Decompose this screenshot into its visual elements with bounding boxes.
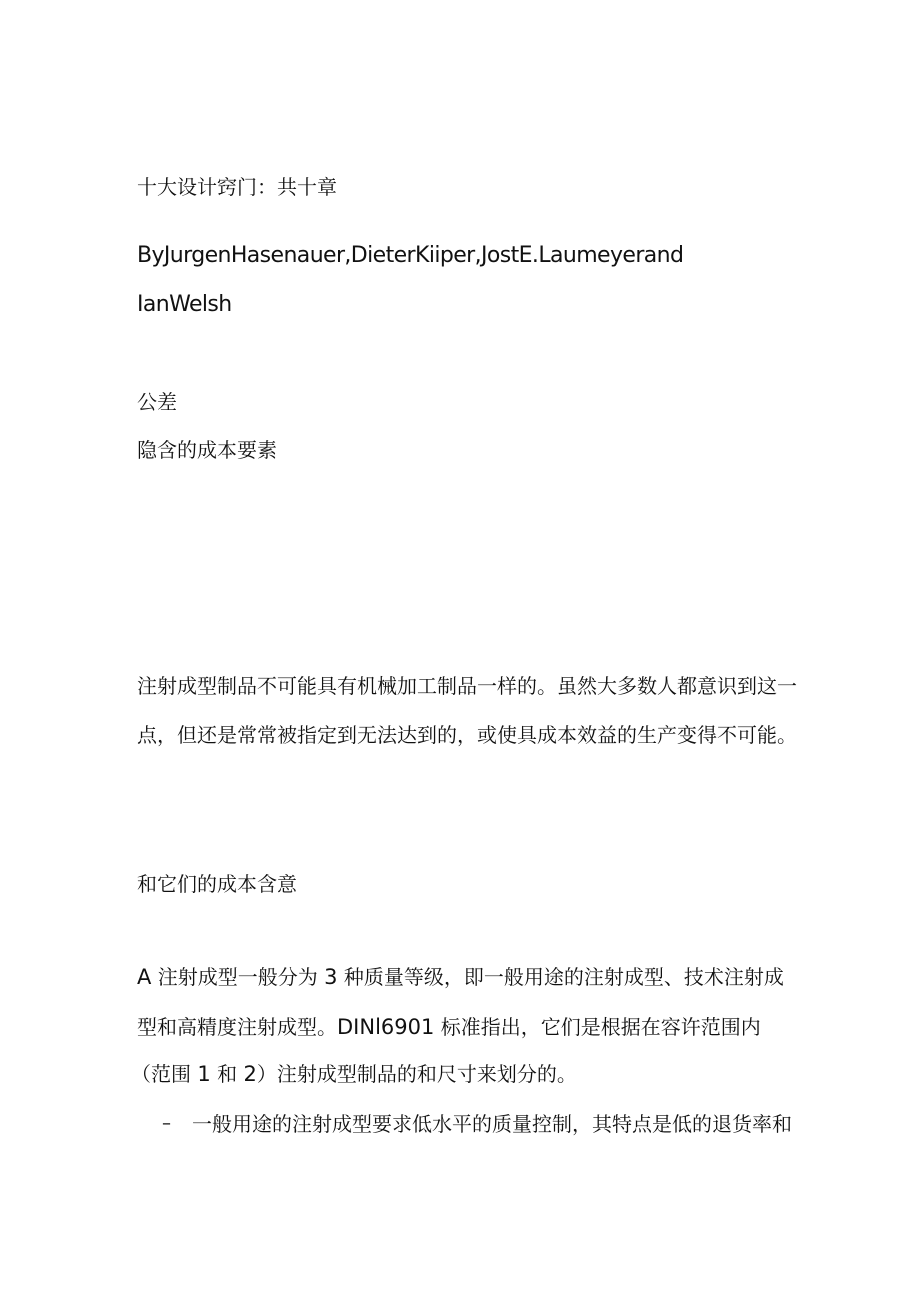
authors-line-1: ByJurgenHasenauer,DieterKiiper,JostE.Laumeyerand bbox=[137, 243, 684, 268]
paragraph-2-text: 注射成型一般分为 bbox=[157, 965, 318, 989]
paragraph-2-text: 标准指出，它们是根据在容许范围内 bbox=[440, 1015, 761, 1039]
paragraph-2-number: 2 bbox=[243, 1062, 257, 1086]
document-title: 十大设计窍门：共十章 bbox=[137, 175, 337, 199]
paragraph-2-line-2 bbox=[137, 1015, 761, 1039]
paragraph-1-line-2: 点，但还是常常被指定到无法达到的，或使具成本效益的生产变得不可能。 bbox=[137, 723, 797, 747]
paragraph-2-number: 3 bbox=[324, 965, 338, 989]
paragraph-2-number: 1 bbox=[197, 1062, 211, 1086]
paragraph-2-line-3 bbox=[131, 1062, 577, 1086]
paragraph-2-text: 和 bbox=[217, 1062, 238, 1086]
standard-code: DINl6901 bbox=[337, 1015, 435, 1039]
section-heading: 公差 bbox=[137, 390, 177, 414]
bullet-marker: – bbox=[162, 1113, 171, 1134]
authors-line-2: IanWelsh bbox=[137, 292, 232, 317]
paragraph-2-text: ）注射成型制品的和尺寸来划分的。 bbox=[256, 1062, 577, 1086]
paragraph-2-text: 种质量等级，即一般用途的注射成型、技术注射成 bbox=[343, 965, 784, 989]
subsection-heading: 和它们的成本含意 bbox=[137, 872, 297, 896]
paragraph-2-line-1 bbox=[137, 965, 784, 989]
paragraph-2-text: 型和高精度注射成型。 bbox=[137, 1015, 337, 1039]
paragraph-1-line-1: 注射成型制品不可能具有机械加工制品一样的。虽然大多数人都意识到这一 bbox=[137, 674, 797, 698]
section-subheading: 隐含的成本要素 bbox=[137, 438, 277, 462]
bullet-text: 一般用途的注射成型要求低水平的质量控制，其特点是低的退货率和 bbox=[192, 1112, 792, 1136]
paragraph-2-text: （范围 bbox=[131, 1062, 191, 1086]
paragraph-2-prefix: A bbox=[137, 965, 152, 989]
